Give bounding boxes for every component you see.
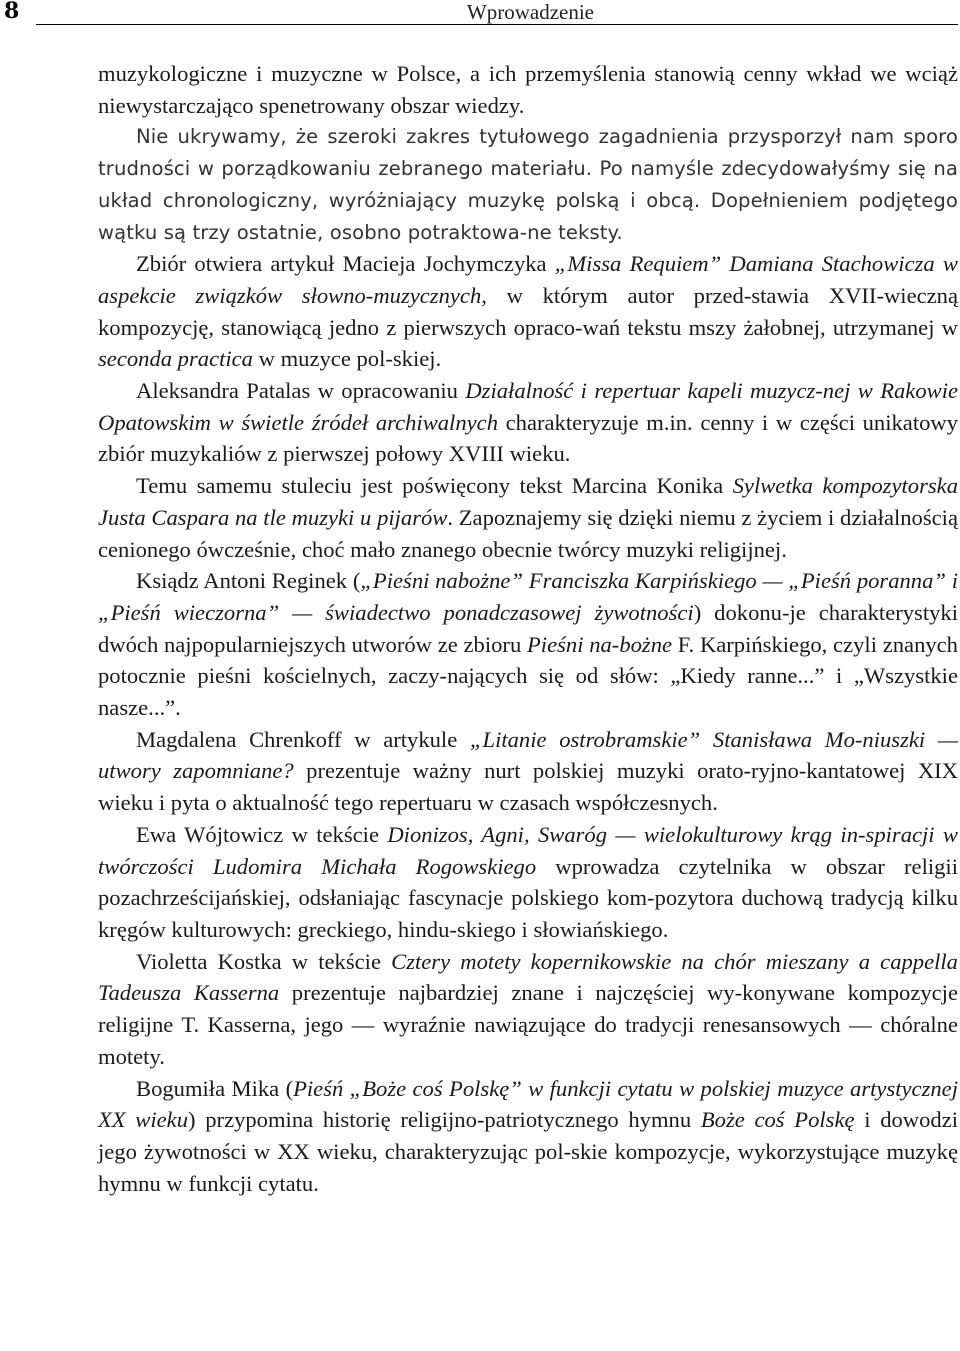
italic-title: „Missa Requiem” Damiana Stachowicza w aspekcie związków słowno-muzycznych (98, 251, 958, 308)
paragraph (98, 724, 958, 819)
text-run: Ksiądz Antoni Reginek ( (136, 568, 361, 594)
text-run: ) przypomina historię religijno-patriotycznego hymnu (188, 1107, 701, 1133)
text-run: i dowodzi jego żywotności w XX wieku, charakteryzując pol-skie kompozycje, wykorzystujące muzykę hymnu w funkcji cytatu. (98, 1107, 959, 1196)
page-header (0, 0, 960, 26)
text-run: . Zapoznajemy się dzięki niemu z życiem i działalnością cenionego ówcześnie, choć mało znanego obecnie twórcy muzyki religijnej. (98, 504, 958, 562)
text-run: Bogumiła Mika ( (136, 1075, 294, 1101)
text-run: ) dokonu-je charakterystyki dwóch najpopularniejszych utworów ze zbioru (98, 599, 959, 657)
body-text (98, 58, 958, 1199)
paragraph (98, 565, 958, 724)
paragraph (98, 58, 958, 121)
text-run: muzykologiczne i muzyczne w Polsce, a ich przemyślenia stanowią cenny wkład we wciąż niewystarczająco spenetrowany obszar wiedzy. (98, 61, 958, 118)
header-rule (36, 24, 958, 25)
italic-title: Działalność i repertuar kapeli muzycz-nej w Rakowie Opatowskim w świetle źródeł archiwalnych (98, 378, 958, 435)
text-run: Ewa Wójtowicz w tekście (136, 821, 388, 847)
text-run: Magdalena Chrenkoff w artykule (136, 726, 470, 752)
paragraph (98, 248, 958, 375)
page-number: 8 (4, 0, 20, 24)
paragraph (98, 946, 958, 1073)
paragraph (98, 121, 958, 248)
text-run: wprowadza czytelnika w obszar religii pozachrześcijańskiej, odsłaniając fascynacje polskiego kom-pozytora duchową tradycją kilku kręgów kulturowych: greckiego, hindu-skiego i słowiańskiego. (98, 853, 958, 942)
running-head: Wprowadzenie (466, 0, 594, 24)
paragraph (98, 1073, 958, 1200)
italic-title: seconda practica (98, 346, 253, 372)
paragraph (98, 375, 958, 470)
paragraph (98, 819, 958, 946)
text-run: Violetta Kostka w tekście (136, 948, 392, 974)
text-run: Temu samemu stuleciu jest poświęcony tekst Marcina Konika (136, 473, 733, 499)
text-run: Zbiór otwiera artykuł Macieja Jochymczyka (136, 251, 555, 277)
italic-title: „Pieśni nabożne” Franciszka Karpińskiego — „Pieśń poranna” i „Pieśń wieczorna” — świadectwo ponadczasowej żywotności (98, 568, 958, 625)
text-run: , w którym autor przed-stawia XVII-wieczną kompozycję, stanowiącą jedno z pierwszych opraco-wań tekstu mszy żałobnej, utrzymanej w (98, 282, 958, 340)
text-run: prezentuje ważny nurt polskiej muzyki orato-ryjno-kantatowej XIX wieku i pyta o aktualność tego repertuaru w czasach współczesnych. (98, 758, 958, 816)
text-run: Aleksandra Patalas w opracowaniu (136, 378, 466, 404)
text-run: Nie ukrywamy, że szeroki zakres tytułowego zagadnienia przysporzył nam sporo trudności w porządkowaniu zebranego materiału. Po namyśle zdecydowałyśmy się na układ chronologiczny, wyróżniający muzykę polską i obcą. Dopełnieniem podjętego wątku są trzy ostatnie, osobno potraktowa-ne teksty. (98, 125, 958, 244)
italic-title: Boże coś Polskę (700, 1107, 855, 1133)
italic-title: Sylwetka kompozytorska Justa Caspara na tle muzyki u pijarów (98, 473, 958, 530)
text-run: F. Karpińskiego, czyli znanych potocznie pieśni kościelnych, zaczy-nających się od słów: „Kiedy ranne...” i „Wszystkie nasze...”. (98, 631, 958, 721)
italic-title: Pieśń „Boże coś Polskę” w funkcji cytatu w polskiej muzyce artystycznej XX wieku (98, 1075, 958, 1133)
text-run: w muzyce pol-skiej. (252, 346, 442, 372)
text-run: charakteryzuje m.in. cenny i w części unikatowy zbiór muzykaliów z pierwszej połowy XVIII wieku. (98, 409, 959, 467)
italic-title: Cztery motety kopernikowskie na chór mieszany a cappella Tadeusza Kasserna (98, 948, 958, 1006)
italic-title: „Litanie ostrobramskie” Stanisława Mo-niuszki — utwory zapomniane? (98, 726, 958, 784)
text-run: prezentuje najbardziej znane i najczęściej wy-konywane kompozycje religijne T. Kasserna, jego — wyraźnie nawiązujące do tradycji renesansowych — chóralne motety. (98, 980, 958, 1069)
italic-title: Pieśni na-bożne (527, 631, 673, 657)
paragraph (98, 470, 958, 565)
italic-title: Dionizos, Agni, Swaróg — wielokulturowy krąg in-spiracji w twórczości Ludomira Michała Rogowskiego (98, 821, 958, 879)
